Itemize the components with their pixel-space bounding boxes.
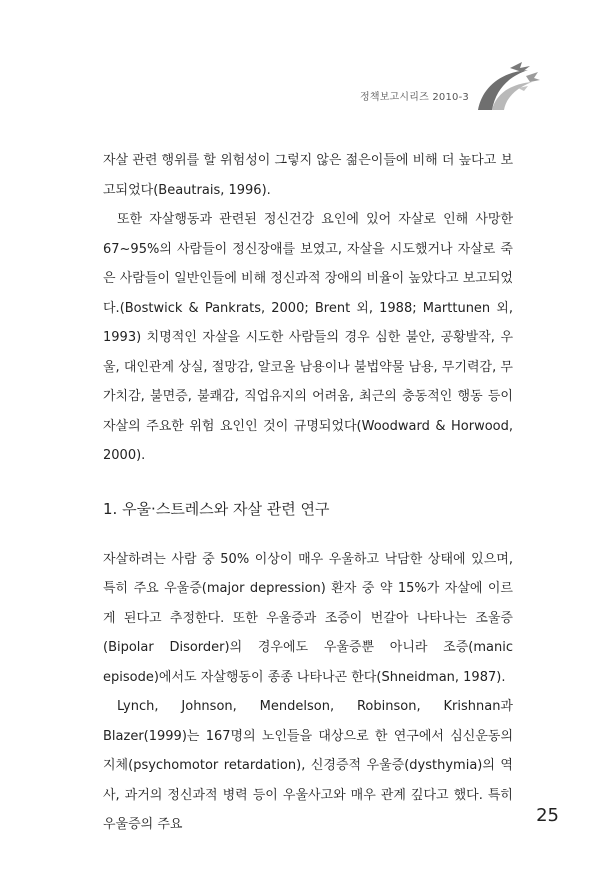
page-header: [0, 80, 612, 110]
paragraph-depression: 자살하려는 사람 중 50% 이상이 매우 우울하고 낙담한 상태에 있으며, 특히 주요 우울증(major depression) 환자 중 약 15%가 자살에 이르게 된다고 추정한다. 또한 우울증과 조증이 번갈아 나타나는 조울증(Bipolar Disorder)의 경우에도 우울증뿐 아니라 조증(manic episode)에서도 자살행동이 종종 나타나곤 한다(Shneidman, 1987).: [103, 551, 513, 685]
paragraph-continued: 자살 관련 행위를 할 위험성이 그렇지 않은 젊은이들에 비해 더 높다고 보고되었다(Beautrais, 1996).: [103, 153, 513, 198]
bird-swoosh-icon: [470, 58, 542, 118]
page-number: 25: [536, 805, 559, 826]
section-title: 1. 우울·스트레스와 자살 관련 연구: [103, 499, 330, 518]
series-label: 정책보고시리즈 2010-3: [359, 92, 469, 103]
body-text: [103, 146, 513, 840]
paragraph-lynch-study: Lynch, Johnson, Mendelson, Robinson, Krishnan과 Blazer(1999)는 167명의 노인들을 대상으로 한 연구에서 심신운동의 지체(psychomotor retardation), 신경증적 우울증(dysthymia)의 역사, 과거의 정신과적 병력 등이 우울사고와 매우 관계 깊다고 했다. 특히 우울증의 주요: [103, 699, 513, 832]
paragraph-mental-health: 또한 자살행동과 관련된 정신건강 요인에 있어 자살로 인해 사망한 67~95%의 사람들이 정신장애를 보였고, 자살을 시도했거나 자살로 죽은 사람들이 일반인들에 비해 정신과적 장애의 비율이 높았다고 보고되었다.(Bostwick & Pankrats, 2000; Brent 외, 1988; Marttunen 외, 1993) 치명적인 자살을 시도한 사람들의 경우 심한 불안, 공황발작, 우울, 대인관계 상실, 절망감, 알코올 남용이나 불법약물 남용, 무기력감, 무가치감, 불면증, 불쾌감, 직업유지의 어려움, 최근의 충동적인 행동 등이 자살의 주요한 위험 요인인 것이 규명되었다(Woodward & Horwood, 2000).: [103, 212, 513, 463]
